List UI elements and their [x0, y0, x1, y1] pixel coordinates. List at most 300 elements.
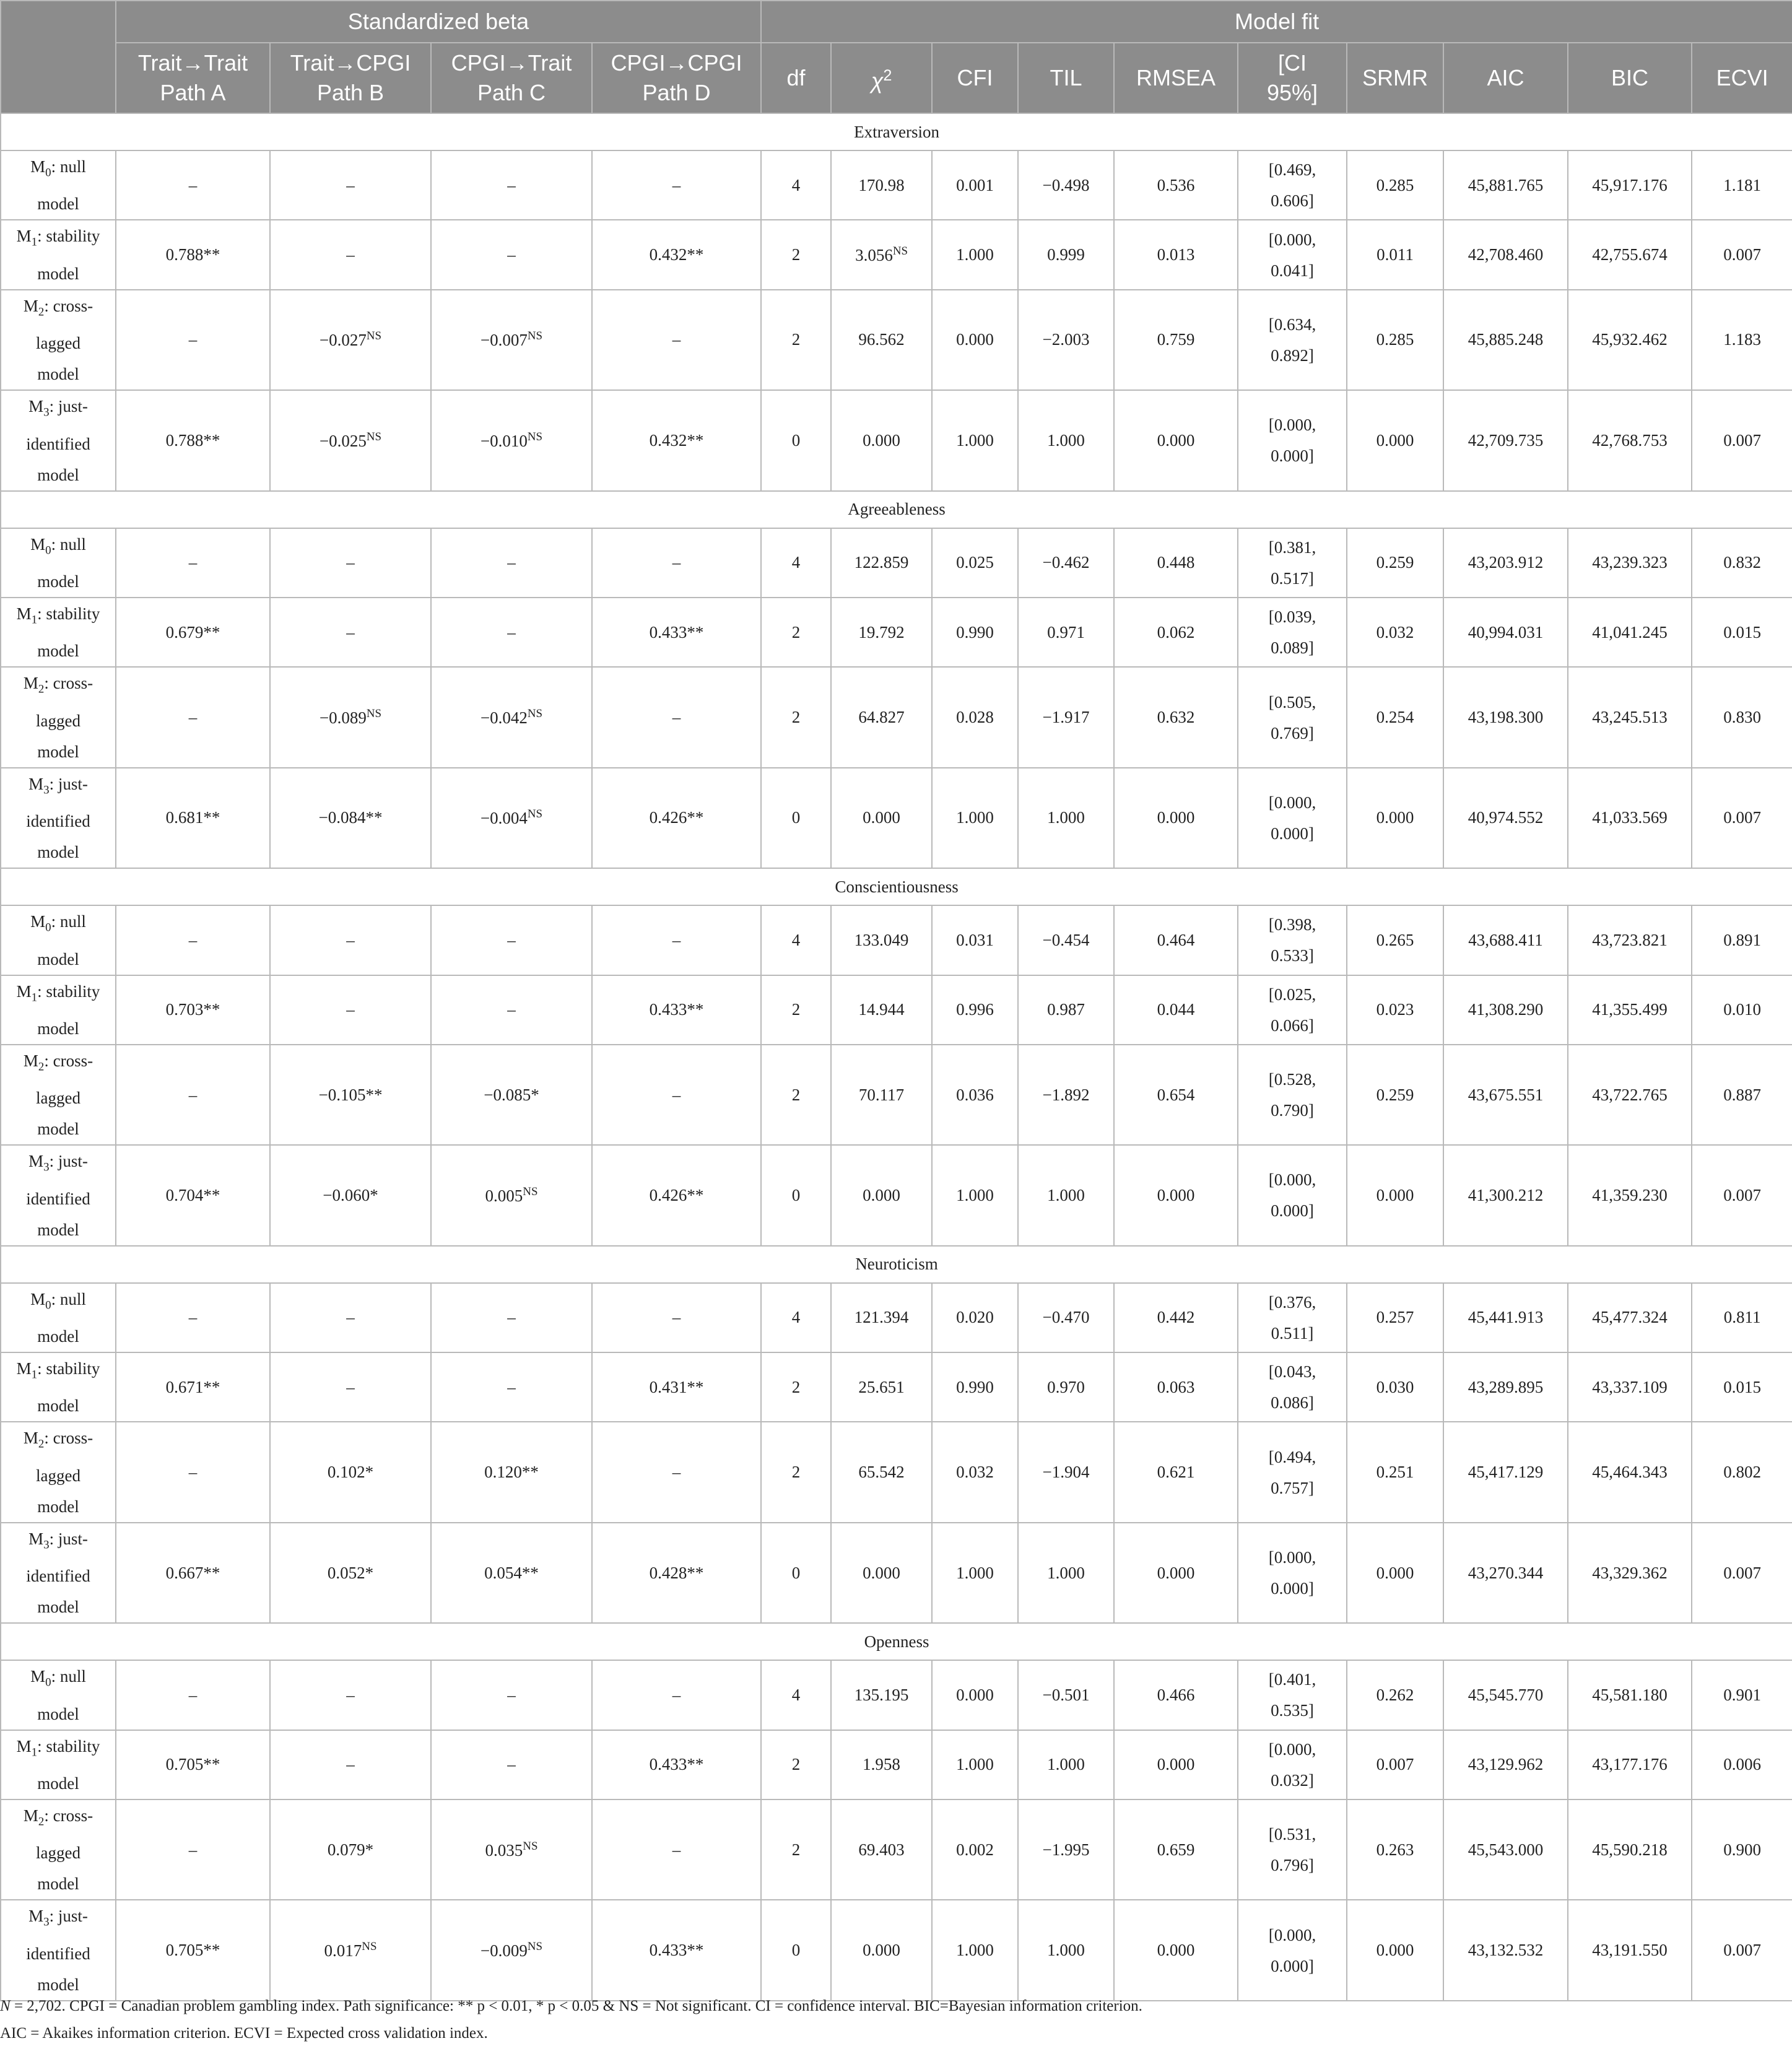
- path-d-cell: [592, 1660, 761, 1730]
- path-c-cell-value: –: [507, 175, 516, 194]
- path-d-cell-value: 0.428**: [649, 1563, 704, 1582]
- path-c-cell: [431, 390, 592, 490]
- path-c-cell: [431, 667, 592, 767]
- group-row: [1, 113, 1792, 150]
- path-c-cell: [431, 1523, 592, 1623]
- srmr-cell-value: 0.259: [1376, 1085, 1414, 1104]
- model-label-line-2: model: [37, 642, 79, 661]
- bic-cell: [1568, 1660, 1692, 1730]
- cfi-cell: [932, 1145, 1018, 1245]
- path-b-cell: [270, 390, 431, 490]
- model-label-line-3: model: [37, 1598, 79, 1617]
- bic-cell-value: 41,355.499: [1592, 1000, 1668, 1019]
- path-c-cell: [431, 528, 592, 598]
- til-cell: [1018, 528, 1114, 598]
- model-label-subscript: 0: [45, 543, 51, 557]
- model-label: [1, 667, 116, 767]
- ecvi-cell-value: 1.183: [1723, 330, 1761, 349]
- path-b-cell-value: 0.102*: [327, 1463, 374, 1482]
- srmr-cell-value: 0.285: [1376, 175, 1414, 194]
- aic-cell: [1443, 905, 1568, 975]
- path-d-cell-value: –: [672, 1085, 681, 1104]
- model-label-subscript: 1: [31, 1368, 38, 1382]
- model-label-line-1: : null: [51, 157, 86, 176]
- table-row: [1, 1523, 1792, 1623]
- path-d-cell: [592, 768, 761, 868]
- column-header-label: CFI: [957, 65, 993, 90]
- aic-cell-value: 43,132.532: [1468, 1941, 1544, 1960]
- path-b-cell: [270, 528, 431, 598]
- table-row: [1, 1730, 1792, 1799]
- column-header-label: ECVI: [1716, 65, 1768, 90]
- column-header-label: [CI: [1278, 50, 1307, 76]
- srmr-cell: [1347, 667, 1443, 767]
- ci-lower: [0.398,: [1268, 915, 1316, 934]
- path-a-cell-value: 0.788**: [165, 245, 220, 264]
- path-c-cell: [431, 220, 592, 289]
- srmr-cell-value: 0.023: [1376, 1000, 1414, 1019]
- chi-square-cell: [831, 1045, 932, 1145]
- til-cell: [1018, 1352, 1114, 1422]
- path-d-cell: [592, 390, 761, 490]
- path-b-cell: [270, 905, 431, 975]
- group-header-model-fit: Model fit: [761, 1, 1792, 43]
- group-label: Neuroticism: [1, 1246, 1792, 1283]
- aic-cell: [1443, 290, 1568, 390]
- rmsea-cell-value: 0.632: [1157, 708, 1195, 727]
- ci-lower: [0.000,: [1268, 1548, 1316, 1567]
- path-b-cell: [270, 1352, 431, 1422]
- path-b-cell-value: −0.060*: [323, 1185, 378, 1204]
- ecvi-cell-value: 0.007: [1723, 808, 1761, 827]
- df-cell: [761, 1730, 831, 1799]
- aic-cell-value: 45,441.913: [1468, 1308, 1544, 1327]
- chi-square-cell-value: 0.000: [863, 1941, 900, 1960]
- ci-cell: [1238, 667, 1347, 767]
- path-c-cell: [431, 1900, 592, 2000]
- model-label: [1, 1145, 116, 1245]
- path-a-cell: [116, 598, 270, 667]
- group-label: Conscientiousness: [1, 868, 1792, 905]
- df-cell: [761, 1145, 831, 1245]
- model-label-line-1: : stability: [37, 227, 100, 246]
- aic-cell: [1443, 220, 1568, 289]
- path-c-cell: [431, 598, 592, 667]
- df-cell-value: 0: [791, 1185, 801, 1204]
- path-d-cell: [592, 1523, 761, 1623]
- path-c-cell-value: –: [507, 1308, 516, 1327]
- bic-cell: [1568, 150, 1692, 220]
- path-b-cell: [270, 220, 431, 289]
- srmr-cell: [1347, 150, 1443, 220]
- ecvi-cell: [1692, 975, 1792, 1045]
- rmsea-cell: [1114, 1660, 1238, 1730]
- ci-cell: [1238, 1352, 1347, 1422]
- ci-cell: [1238, 1145, 1347, 1245]
- ci-cell: [1238, 1422, 1347, 1522]
- model-label: [1, 1730, 116, 1799]
- bic-cell: [1568, 598, 1692, 667]
- rmsea-cell-value: 0.000: [1157, 1941, 1195, 1960]
- stub-header: [1, 1, 116, 113]
- bic-cell-value: 45,464.343: [1592, 1463, 1668, 1482]
- aic-cell-value: 45,885.248: [1468, 330, 1544, 349]
- model-label-line-1: : just-: [49, 1529, 88, 1548]
- bic-cell-value: 45,932.462: [1592, 330, 1668, 349]
- bic-cell-value: 41,033.569: [1592, 808, 1668, 827]
- aic-cell: [1443, 768, 1568, 868]
- path-c-cell-superscript: NS: [523, 1839, 538, 1853]
- model-label: [1, 1352, 116, 1422]
- model-label: [1, 1422, 116, 1522]
- ci-lower: [0.000,: [1268, 416, 1316, 435]
- aic-cell-value: 45,545.770: [1468, 1685, 1544, 1704]
- chi-square-cell-value: 25.651: [858, 1377, 905, 1396]
- model-label-line-2: lagged: [36, 1466, 80, 1485]
- group-label: Extraversion: [1, 113, 1792, 150]
- model-label-line-1: : just-: [49, 774, 88, 793]
- table-row: [1, 290, 1792, 390]
- aic-cell: [1443, 1523, 1568, 1623]
- ci-lower: [0.401,: [1268, 1670, 1316, 1689]
- table-row: [1, 1900, 1792, 2000]
- column-header-label: df: [786, 65, 806, 90]
- df-cell: [761, 1900, 831, 2000]
- df-cell-value: 2: [791, 1840, 801, 1859]
- table-row: [1, 1145, 1792, 1245]
- path-b-cell: [270, 1422, 431, 1522]
- aic-cell: [1443, 1422, 1568, 1522]
- ci-upper: 0.511]: [1271, 1323, 1314, 1342]
- model-label-symbol: M: [16, 227, 32, 246]
- chi-square-cell-value: 14.944: [858, 1000, 905, 1019]
- model-label-subscript: 0: [45, 1676, 51, 1689]
- path-a-cell-value: 0.788**: [165, 430, 220, 450]
- chi-square-cell: [831, 1422, 932, 1522]
- model-label-subscript: 3: [43, 1160, 50, 1174]
- rmsea-cell-value: 0.044: [1157, 1000, 1195, 1019]
- path-c-cell: [431, 1730, 592, 1799]
- path-d-cell: [592, 150, 761, 220]
- path-c-cell-value: −0.009: [480, 1941, 528, 1960]
- path-c-cell-value: −0.042: [480, 708, 528, 728]
- srmr-cell: [1347, 1523, 1443, 1623]
- model-label: [1, 598, 116, 667]
- df-cell-value: 2: [791, 1755, 801, 1774]
- path-a-cell-value: 0.705**: [165, 1941, 220, 1960]
- bic-cell-value: 43,245.513: [1592, 708, 1668, 727]
- chi-square-cell-value: 70.117: [858, 1085, 905, 1104]
- ecvi-cell: [1692, 1352, 1792, 1422]
- table-row: [1, 598, 1792, 667]
- srmr-cell-value: 0.032: [1376, 622, 1414, 642]
- ecvi-cell-value: 0.007: [1723, 1185, 1761, 1204]
- path-c-cell-value: −0.004: [480, 809, 528, 828]
- til-cell: [1018, 1283, 1114, 1352]
- bic-cell-value: 43,723.821: [1592, 930, 1668, 949]
- path-c-cell-superscript: NS: [527, 1940, 543, 1954]
- bic-cell: [1568, 528, 1692, 598]
- aic-cell-value: 41,300.212: [1468, 1185, 1544, 1204]
- bic-cell: [1568, 290, 1692, 390]
- path-d-cell-value: 0.426**: [649, 1185, 704, 1204]
- aic-cell-value: 40,974.552: [1468, 808, 1544, 827]
- ecvi-cell-value: 0.802: [1723, 1463, 1761, 1482]
- path-c-cell-value: –: [507, 1685, 516, 1704]
- model-label: [1, 1799, 116, 1900]
- df-cell: [761, 667, 831, 767]
- bic-cell-value: 45,917.176: [1592, 175, 1668, 194]
- ecvi-cell: [1692, 905, 1792, 975]
- bic-cell: [1568, 1523, 1692, 1623]
- ci-lower: [0.634,: [1268, 315, 1316, 334]
- chi-square-cell: [831, 390, 932, 490]
- chi-square-cell-value: 69.403: [858, 1840, 905, 1859]
- path-a-cell-value: –: [188, 1463, 198, 1482]
- column-header-label: CPGI→CPGI: [611, 50, 742, 76]
- path-a-cell-value: –: [188, 930, 198, 949]
- ecvi-cell: [1692, 1045, 1792, 1145]
- model-label-symbol: M: [28, 397, 44, 416]
- rmsea-cell-value: 0.000: [1157, 430, 1195, 450]
- path-b-cell: [270, 150, 431, 220]
- column-header-label: Trait→CPGI: [290, 50, 411, 76]
- model-label-subscript: 2: [38, 1815, 45, 1829]
- cfi-cell: [932, 975, 1018, 1045]
- rmsea-cell: [1114, 1730, 1238, 1799]
- path-d-cell-value: –: [672, 175, 681, 194]
- rmsea-cell: [1114, 1523, 1238, 1623]
- path-d-cell-value: –: [672, 1685, 681, 1704]
- ci-cell: [1238, 975, 1347, 1045]
- ci-cell: [1238, 290, 1347, 390]
- til-cell: [1018, 905, 1114, 975]
- srmr-cell-value: 0.285: [1376, 330, 1414, 349]
- model-label-symbol: M: [30, 534, 46, 554]
- chi-square-cell-value: 122.859: [854, 553, 909, 572]
- group-label: Agreeableness: [1, 491, 1792, 528]
- ci-lower: [0.505,: [1268, 692, 1316, 712]
- path-d-cell: [592, 1045, 761, 1145]
- path-d-cell: [592, 667, 761, 767]
- path-c-cell: [431, 768, 592, 868]
- model-label-line-1: : cross-: [44, 1051, 94, 1070]
- cfi-cell-value: 0.000: [956, 330, 994, 349]
- path-d-cell-value: –: [672, 330, 681, 349]
- srmr-cell: [1347, 1145, 1443, 1245]
- ci-lower: [0.528,: [1268, 1070, 1316, 1089]
- aic-cell-value: 45,881.765: [1468, 175, 1544, 194]
- rmsea-cell: [1114, 1799, 1238, 1900]
- ci-cell: [1238, 1660, 1347, 1730]
- til-cell: [1018, 1422, 1114, 1522]
- til-cell-value: 1.000: [1047, 1755, 1085, 1774]
- chi-square-cell-value: 0.000: [863, 1563, 900, 1582]
- path-c-cell: [431, 1352, 592, 1422]
- ci-upper: 0.000]: [1271, 446, 1314, 466]
- ecvi-cell-value: 0.007: [1723, 245, 1761, 264]
- srmr-cell-value: 0.007: [1376, 1755, 1414, 1774]
- rmsea-cell-value: 0.000: [1157, 808, 1195, 827]
- ci-upper: 0.796]: [1271, 1856, 1314, 1875]
- path-a-cell: [116, 220, 270, 289]
- til-cell: [1018, 1900, 1114, 2000]
- cfi-cell: [932, 1283, 1018, 1352]
- ci-lower: [0.000,: [1268, 1925, 1316, 1944]
- cfi-cell-value: 0.002: [956, 1840, 994, 1859]
- path-b-cell-value: –: [346, 553, 355, 572]
- ci-upper: 0.769]: [1271, 723, 1314, 742]
- srmr-cell-value: 0.000: [1376, 430, 1414, 450]
- cfi-cell-value: 0.036: [956, 1085, 994, 1104]
- til-cell: [1018, 975, 1114, 1045]
- chi-square-cell-value: 0.000: [863, 808, 900, 827]
- df-cell: [761, 598, 831, 667]
- path-b-cell: [270, 1523, 431, 1623]
- model-label: [1, 150, 116, 220]
- srmr-cell: [1347, 905, 1443, 975]
- path-c-cell-value: −0.085*: [484, 1085, 539, 1104]
- til-cell-value: −1.917: [1042, 708, 1090, 727]
- column-header: [1568, 43, 1692, 113]
- aic-cell: [1443, 1045, 1568, 1145]
- path-c-cell: [431, 975, 592, 1045]
- model-label-line-2: model: [37, 1396, 79, 1416]
- path-a-cell: [116, 1352, 270, 1422]
- srmr-cell: [1347, 1730, 1443, 1799]
- group-row: [1, 1246, 1792, 1283]
- column-header: [1443, 43, 1568, 113]
- ci-lower: [0.025,: [1268, 985, 1316, 1004]
- til-cell-value: −1.892: [1042, 1085, 1090, 1104]
- til-cell-value: 0.970: [1047, 1377, 1085, 1396]
- model-label-symbol: M: [28, 1907, 44, 1926]
- path-d-cell-value: –: [672, 708, 681, 727]
- path-d-cell-value: –: [672, 1840, 681, 1859]
- path-a-cell: [116, 1730, 270, 1799]
- ci-upper: 0.533]: [1271, 946, 1314, 965]
- column-header: [1347, 43, 1443, 113]
- cfi-cell-value: 0.032: [956, 1463, 994, 1482]
- path-c-cell-superscript: NS: [523, 1185, 538, 1198]
- ci-upper: 0.032]: [1271, 1770, 1314, 1790]
- path-a-cell: [116, 1660, 270, 1730]
- bic-cell-value: 42,755.674: [1592, 245, 1668, 264]
- model-label-line-3: model: [37, 365, 79, 384]
- rmsea-cell-value: 0.000: [1157, 1755, 1195, 1774]
- ecvi-cell-value: 0.832: [1723, 553, 1761, 572]
- chi-square-cell: [831, 1352, 932, 1422]
- path-c-cell-value: 0.054**: [484, 1563, 539, 1582]
- srmr-cell-value: 0.251: [1376, 1463, 1414, 1482]
- rmsea-cell-value: 0.062: [1157, 622, 1195, 642]
- ci-cell: [1238, 598, 1347, 667]
- path-b-cell: [270, 1283, 431, 1352]
- group-row: [1, 868, 1792, 905]
- cfi-cell-value: 0.996: [956, 1000, 994, 1019]
- path-b-cell-value: −0.025: [319, 431, 367, 450]
- path-b-cell: [270, 1660, 431, 1730]
- ci-cell: [1238, 1283, 1347, 1352]
- ci-lower: [0.000,: [1268, 793, 1316, 812]
- path-c-cell: [431, 1660, 592, 1730]
- group-header-standardized-beta: Standardized beta: [116, 1, 761, 43]
- path-d-cell: [592, 1422, 761, 1522]
- til-cell-value: −0.501: [1042, 1685, 1090, 1704]
- aic-cell: [1443, 1799, 1568, 1900]
- cfi-cell-value: 1.000: [956, 1185, 994, 1204]
- column-header: [1238, 43, 1347, 113]
- path-c-cell-value: –: [507, 930, 516, 949]
- column-header: [831, 43, 932, 113]
- ci-cell: [1238, 220, 1347, 289]
- model-label-subscript: 2: [38, 1437, 45, 1451]
- model-label-symbol: M: [16, 1736, 32, 1756]
- path-b-cell-value: 0.052*: [327, 1563, 374, 1582]
- model-label-subscript: 1: [31, 1746, 38, 1759]
- group-row: [1, 491, 1792, 528]
- ci-cell: [1238, 768, 1347, 868]
- bic-cell-value: 43,722.765: [1592, 1085, 1668, 1104]
- aic-cell-value: 43,198.300: [1468, 708, 1544, 727]
- model-label-line-2: lagged: [36, 334, 80, 353]
- ecvi-cell-value: 0.007: [1723, 430, 1761, 450]
- chi-square-cell: [831, 975, 932, 1045]
- df-cell: [761, 1283, 831, 1352]
- srmr-cell: [1347, 390, 1443, 490]
- chi-square-cell-value: 19.792: [858, 622, 905, 642]
- column-header-label: BIC: [1611, 65, 1649, 90]
- column-header-label: Trait→Trait: [137, 50, 248, 76]
- til-cell-value: 1.000: [1047, 1563, 1085, 1582]
- ecvi-cell-value: 0.010: [1723, 1000, 1761, 1019]
- model-label-symbol: M: [23, 1806, 38, 1826]
- ecvi-cell: [1692, 390, 1792, 490]
- cfi-cell: [932, 768, 1018, 868]
- df-cell-value: 2: [791, 245, 801, 264]
- ci-lower: [0.000,: [1268, 1739, 1316, 1759]
- chi-square-cell: [831, 1283, 932, 1352]
- path-a-cell-value: –: [188, 708, 198, 727]
- srmr-cell: [1347, 1283, 1443, 1352]
- df-cell-value: 2: [791, 330, 801, 349]
- til-cell: [1018, 150, 1114, 220]
- aic-cell: [1443, 1660, 1568, 1730]
- ci-upper: 0.000]: [1271, 1579, 1314, 1598]
- ci-upper: 0.089]: [1271, 638, 1314, 658]
- path-c-cell-superscript: NS: [527, 329, 543, 343]
- model-label-line-1: : just-: [49, 397, 88, 416]
- table-row: [1, 1283, 1792, 1352]
- path-b-cell-value: –: [346, 1377, 355, 1396]
- srmr-cell-value: 0.262: [1376, 1685, 1414, 1704]
- ci-lower: [0.376,: [1268, 1292, 1316, 1312]
- ecvi-cell: [1692, 667, 1792, 767]
- df-cell-value: 4: [791, 930, 801, 949]
- path-a-cell: [116, 1145, 270, 1245]
- aic-cell: [1443, 667, 1568, 767]
- df-cell-value: 2: [791, 1377, 801, 1396]
- ci-lower: [0.039,: [1268, 607, 1316, 627]
- path-b-cell-value: –: [346, 245, 355, 264]
- aic-cell-value: 42,708.460: [1468, 245, 1544, 264]
- rmsea-cell: [1114, 150, 1238, 220]
- ecvi-cell: [1692, 598, 1792, 667]
- aic-cell-value: 45,543.000: [1468, 1840, 1544, 1859]
- path-a-cell: [116, 905, 270, 975]
- ecvi-cell: [1692, 528, 1792, 598]
- path-a-cell-value: 0.681**: [165, 808, 220, 827]
